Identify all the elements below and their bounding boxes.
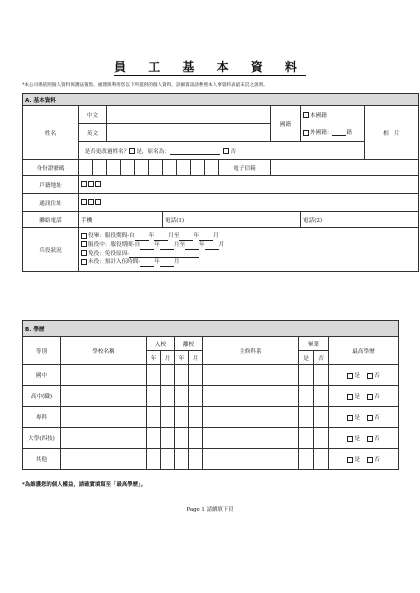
highest-degree-options: 是 否: [329, 365, 399, 386]
table-row: [23, 449, 399, 470]
graduate-no-header: 否: [314, 351, 329, 365]
id-digit-box[interactable]: [205, 160, 219, 176]
nationality-foreign-checkbox[interactable]: [303, 130, 309, 136]
col-school-header: 學校名稱: [61, 337, 147, 365]
english-name-field[interactable]: [107, 124, 271, 142]
chinese-name-field[interactable]: [107, 106, 271, 124]
page-title: 員 工 基 本 資 料: [114, 60, 306, 74]
id-digit-box[interactable]: [79, 160, 93, 176]
section-a-header: A. 基本資料: [23, 94, 419, 106]
highest-degree-options: 是 否: [329, 449, 399, 470]
military-option-serving[interactable]: 服役中：服役期間-自 年 月至 年 月: [81, 241, 416, 250]
privacy-notice: *本公司係依照個人資料保護法蒐集、處理與利用您以下所提供的個人資料，詳細資訊請參照本人事資料表最末頁之說明。: [22, 83, 268, 88]
nationality-local-checkbox[interactable]: [303, 112, 309, 118]
table-row: [23, 365, 399, 386]
page-footer: Page 1 請續填下頁: [186, 507, 234, 513]
chinese-label: 中文: [79, 106, 107, 124]
education-note: *為維護您的個人權益，請確實填寫至「最高學歷」。: [22, 482, 147, 488]
phone1-field[interactable]: 電話(1): [163, 212, 301, 228]
id-digit-box[interactable]: [191, 160, 205, 176]
military-label: 兵役狀況: [23, 228, 79, 272]
graduate-yes-header: 是: [299, 351, 314, 365]
mobile-field[interactable]: 手機: [79, 212, 163, 228]
enter-month-header: 月: [161, 351, 175, 365]
id-digit-box[interactable]: [177, 160, 191, 176]
row-level-label: 其他: [23, 449, 61, 470]
row-level-label: 國中: [23, 365, 61, 386]
id-digit-box[interactable]: [135, 160, 149, 176]
col-level-header: 等別: [23, 337, 61, 365]
basic-info-table: [22, 93, 419, 272]
nationality-foreign-option[interactable]: 外國籍： 籍: [301, 124, 365, 142]
table-row: [23, 428, 399, 449]
mailing-address-label: 通訊住址: [23, 194, 79, 212]
education-table: [22, 320, 399, 470]
leave-month-header: 月: [189, 351, 203, 365]
col-graduate-header: 畢業: [299, 337, 329, 351]
enter-year-header: 年: [147, 351, 161, 365]
original-name-field[interactable]: [170, 149, 220, 155]
highest-degree-options: 是 否: [329, 407, 399, 428]
id-digit-box[interactable]: [163, 160, 177, 176]
english-label: 英文: [79, 124, 107, 142]
id-digit-box[interactable]: [93, 160, 107, 176]
section-b-header: B. 學歷: [23, 321, 399, 337]
row-level-label: 大學(四技): [23, 428, 61, 449]
email-field[interactable]: [271, 160, 419, 176]
highest-degree-options: 是 否: [329, 386, 399, 407]
military-option-not-served[interactable]: 未役：預計入伍時間- 年 月: [81, 258, 416, 267]
nationality-label: 國籍: [271, 106, 301, 142]
col-enter-header: 入校: [147, 337, 175, 351]
registered-address-label: 戶籍地址: [23, 176, 79, 194]
nationality-local-option[interactable]: 本國籍: [301, 106, 365, 124]
mailing-address-field[interactable]: [79, 194, 419, 212]
table-row: [23, 386, 399, 407]
phone-label: 聯絡電話: [23, 212, 79, 228]
col-highest-header: 最高學歷: [329, 337, 399, 365]
id-digit-box[interactable]: [121, 160, 135, 176]
name-change-row: 是否更改過姓名？ 是，原名為： 否: [79, 142, 365, 160]
id-digit-box[interactable]: [107, 160, 121, 176]
highest-degree-options: 是 否: [329, 428, 399, 449]
military-option-exempt[interactable]: 免役：免役原因-: [81, 250, 416, 259]
military-option-completed[interactable]: 役畢：服役期間-自 年 月至 年 月: [81, 232, 416, 241]
name-label: 姓名: [23, 106, 79, 160]
table-row: [23, 407, 399, 428]
registered-address-field[interactable]: [79, 176, 419, 194]
leave-year-header: 年: [175, 351, 189, 365]
name-changed-yes-checkbox[interactable]: [129, 148, 135, 154]
phone2-field[interactable]: 電話(2): [301, 212, 419, 228]
row-level-label: 專科: [23, 407, 61, 428]
id-digit-box[interactable]: [149, 160, 163, 176]
name-changed-no-checkbox[interactable]: [223, 148, 229, 154]
id-label: 身份證號碼: [23, 160, 79, 176]
col-leave-header: 離校: [175, 337, 203, 351]
photo-box[interactable]: 相 片: [365, 106, 419, 160]
email-label: 電子信箱: [219, 160, 271, 176]
col-major-header: 主修科系: [203, 337, 299, 365]
military-options: [79, 228, 419, 272]
row-level-label: 高中(職): [23, 386, 61, 407]
